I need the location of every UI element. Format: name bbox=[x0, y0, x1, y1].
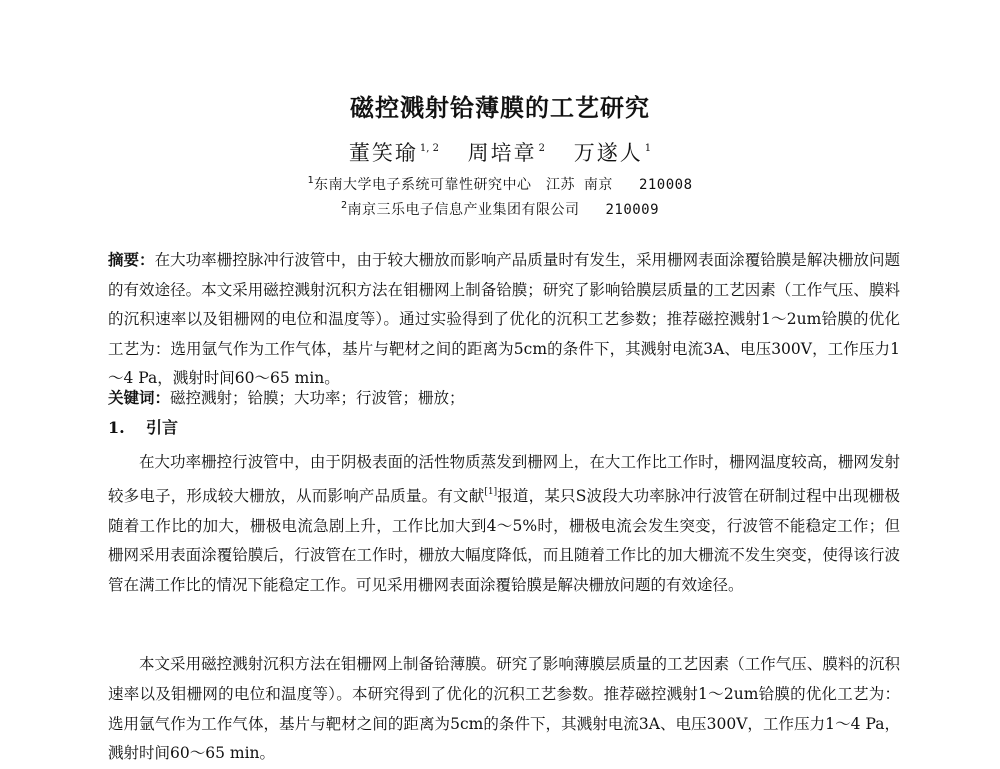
keywords bbox=[108, 383, 900, 413]
abstract-text: 在大功率栅控脉冲行波管中，由于较大栅放而影响产品质量时有发生，采用栅网表面涂覆铪膜是解决栅放问题的有效途径。本文采用磁控溅射沉积方法在钼栅网上制备铪膜；研究了影响铪膜层质量的工艺因素（工作气压、膜料的沉积速率以及钼栅网的电位和温度等）。通过实验得到了优化的沉积工艺参数；推荐磁控溅射1～2um铪膜的优化工艺为：选用氩气作为工作气体，基片与靶材之间的距离为5cm的条件下，其溅射电流3A、电压300V，工作压力1～4 Pa，溅射时间60～65 min。 bbox=[108, 251, 900, 387]
author-2 bbox=[468, 141, 545, 165]
author-1-name: 董笑瑜 bbox=[348, 141, 418, 165]
author-2-affiliation-mark: 2 bbox=[538, 143, 546, 154]
keywords-text: 磁控溅射；铪膜；大功率；行波管；栅放； bbox=[170, 389, 465, 407]
citation-ref: [1] bbox=[484, 486, 498, 497]
keywords-label: 关键词： bbox=[108, 388, 171, 407]
intro-paragraph-1-part-b: 报道，某只S波段大功率脉冲行波管在研制过程中出现栅极随着工作比的加大，栅极电流急剧上升，工作比加大到4～5%时，栅极电流会发生突变，行波管不能稳定工作；但栅网采用表面涂覆铪膜后，行波管在工作时，栅放大幅度降低，而且随着工作比的加大栅流不发生突变，使得该行波管在满工作比的情况下能稳定工作。可见采用栅网表面涂覆铪膜是解决栅放问题的有效途径。 bbox=[108, 486, 900, 595]
author-3 bbox=[574, 141, 651, 165]
abstract bbox=[108, 245, 900, 394]
affiliation-2-mark: 2 bbox=[340, 200, 348, 211]
author-1-affiliation-mark: 1, 2 bbox=[419, 143, 439, 154]
affiliation-2-text: 南京三乐电子信息产业集团有限公司 bbox=[347, 202, 580, 218]
author-list bbox=[0, 137, 1000, 167]
affiliation-2-postcode: 210009 bbox=[605, 202, 660, 218]
abstract-label: 摘要： bbox=[108, 250, 155, 269]
affiliation-2 bbox=[0, 199, 1000, 219]
author-3-name: 万遂人 bbox=[573, 141, 643, 165]
author-2-name: 周培章 bbox=[467, 141, 537, 165]
intro-paragraph-1 bbox=[108, 448, 900, 601]
intro-paragraph-1-part-a: 在大功率栅控行波管中，由于阴极表面的活性物质蒸发到栅网上，在大工作比工作时，栅网温度较高，栅网发射较多电子，形成较大栅放，从而影响产品质量。有文献 bbox=[108, 453, 900, 505]
paper-title: 磁控溅射铪薄膜的工艺研究 bbox=[350, 93, 650, 122]
author-3-affiliation-mark: 1 bbox=[644, 143, 652, 154]
affiliation-1-mark: 1 bbox=[307, 175, 314, 186]
affiliation-1-postcode: 210008 bbox=[638, 177, 693, 193]
affiliation-1 bbox=[0, 174, 1000, 194]
section-heading-introduction bbox=[108, 415, 178, 438]
author-1 bbox=[349, 141, 439, 165]
intro-paragraph-2: 本文采用磁控溅射沉积方法在钼栅网上制备铪薄膜。研究了影响薄膜层质量的工艺因素（工作气压、膜料的沉积速率以及钼栅网的电位和温度等）。本研究得到了优化的沉积工艺参数。推荐磁控溅射1～2um铪膜的优化工艺为：选用氩气作为工作气体，基片与靶材之间的距离为5cm的条件下，其溅射电流3A、电压300V，工作压力1～4 Pa，溅射时间60～65 min。 bbox=[108, 655, 900, 763]
affiliation-1-text: 东南大学电子系统可靠性研究中心 江苏 南京 bbox=[314, 177, 613, 193]
section-title: 引言 bbox=[146, 418, 179, 437]
section-number: 1. bbox=[108, 418, 125, 437]
